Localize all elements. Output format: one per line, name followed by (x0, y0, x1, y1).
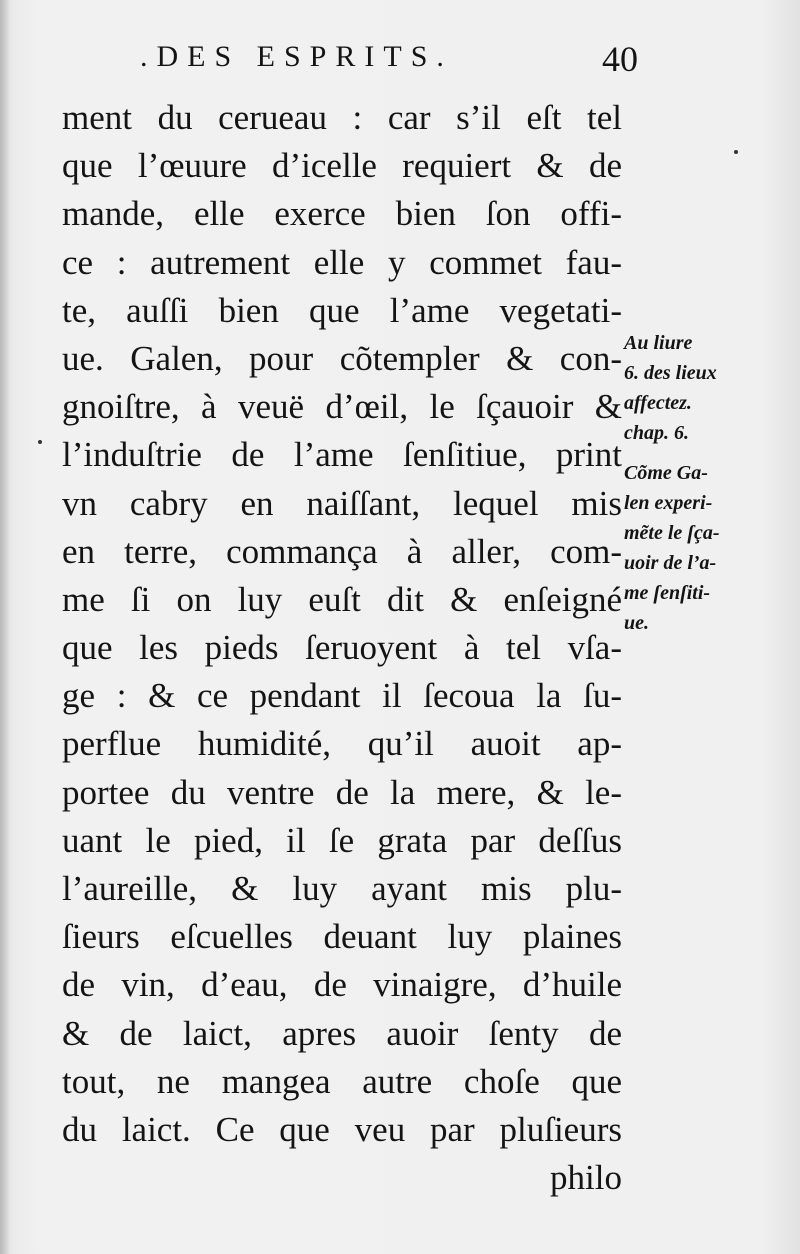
text-line: ſieurs eſcuelles deuant luy plaines (62, 917, 622, 957)
margin-note-line: 6. des lieux (624, 362, 717, 384)
text-line: ce : autrement elle y commet fau- (62, 242, 622, 282)
margin-note-line: mẽte le ſça- (624, 522, 720, 544)
text-line: gnoiſtre, à veuë d’œil, le ſçauoir & (62, 387, 622, 427)
text-line: te, auſſi bien que l’ame vegetati- (62, 290, 622, 330)
text-line: que les pieds ſeruoyent à tel vſa- (62, 628, 622, 668)
text-line: mande, elle exerce bien ſon offi- (62, 194, 622, 234)
margin-note-line: affectez. (624, 392, 692, 414)
margin-note-line: ue. (624, 612, 649, 634)
margin-note-line: uoir de l’a- (624, 552, 717, 574)
text-line: ment du cerueau : car s’il eſt tel (62, 98, 622, 137)
text-line: de vin, d’eau, de vinaigre, d’huile (62, 965, 622, 1005)
text-line: & de laict, apres auoir ſenty de (62, 1013, 622, 1053)
text-line: uant le pied, il ſe grata par deſſus (62, 820, 622, 860)
margin-note-line: len experi- (624, 492, 713, 514)
margin-note-line: me ſenſiti- (624, 582, 711, 604)
text-line: me ſi on luy euſt dit & enſeigné (62, 579, 622, 619)
margin-note (624, 328, 800, 638)
catchword: philo (550, 1158, 622, 1198)
body-text (62, 94, 622, 1202)
ink-speck (38, 440, 42, 444)
page-number: 40 (602, 39, 638, 79)
running-head: .DES ESPRITS. (140, 40, 453, 73)
margin-note-line: chap. 6. (624, 422, 689, 444)
text-line: du laict. Ce que veu par pluſieurs (62, 1109, 622, 1149)
text-line: vn cabry en naiſſant, lequel mis (62, 483, 622, 523)
page-header (0, 34, 800, 94)
text-line: l’aureille, & luy ayant mis plu- (62, 869, 622, 908)
text-line: que l’œuure d’icelle requiert & de (62, 146, 622, 186)
ink-speck (734, 150, 738, 154)
text-line: portee du ventre de la mere, & le- (62, 772, 622, 812)
text-line: perflue humidité, qu’il auoit ap- (62, 724, 622, 764)
text-line: ge : & ce pendant il ſecoua la ſu- (62, 676, 622, 716)
margin-note-line: Cõme Ga- (624, 462, 708, 484)
margin-note-line: Au liure (624, 332, 693, 354)
text-line: en terre, commança à aller, com- (62, 531, 622, 571)
text-line: tout, ne mangea autre choſe que (62, 1061, 622, 1101)
text-line: l’induſtrie de l’ame ſenſitiue, print (62, 435, 622, 475)
page-gutter-shadow (0, 0, 10, 1254)
text-line: ue. Galen, pour cõtempler & con- (62, 338, 622, 378)
